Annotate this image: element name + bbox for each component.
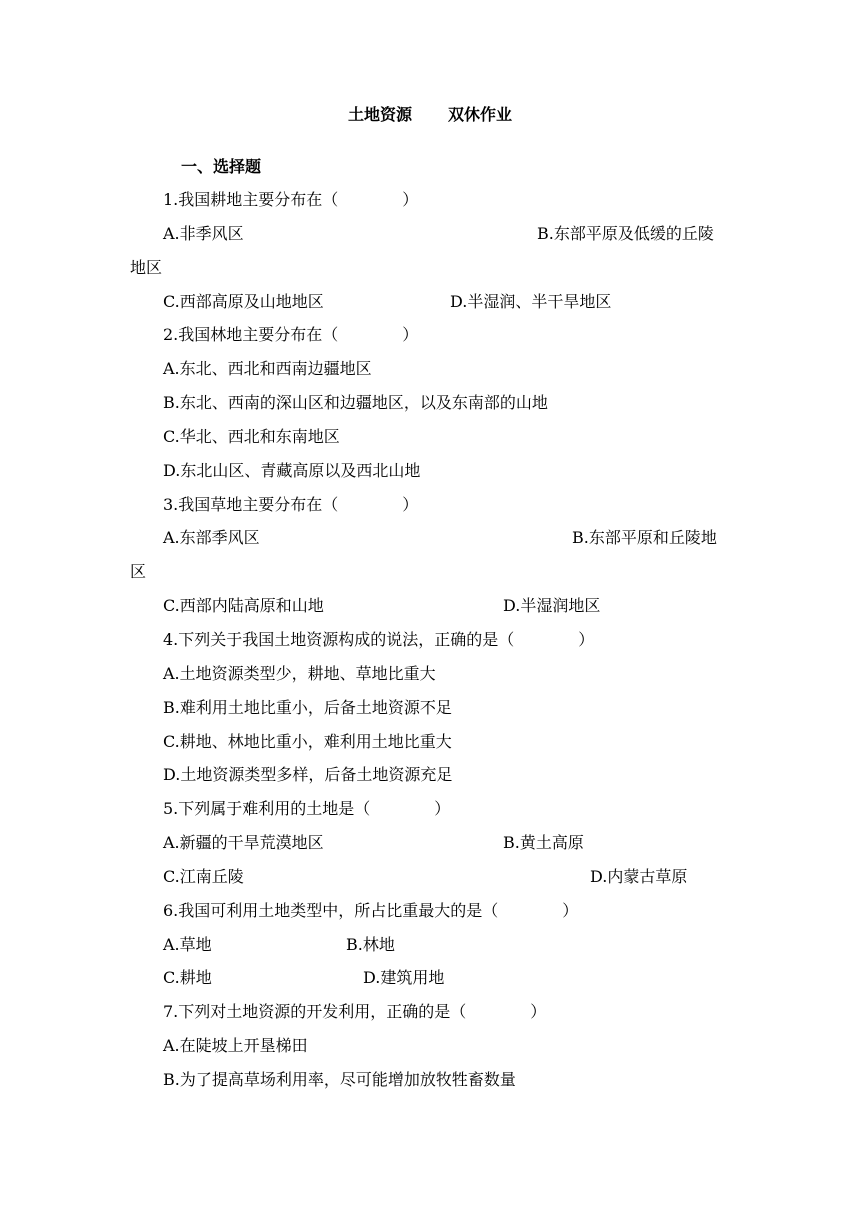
question-7-stem: 7.下列对土地资源的开发利用，正确的是（ ）: [163, 1002, 547, 1021]
question-6-option-c: C.耕地: [163, 968, 212, 987]
question-4-option-c: C.耕地、林地比重小，难利用土地比重大: [163, 732, 452, 751]
title-left: 土地资源: [347, 105, 412, 124]
question-1-option-b: B.东部平原及低缓的丘陵: [537, 224, 714, 243]
question-5-option-b: B.黄土高原: [503, 833, 584, 852]
question-3-option-a: A.东部季风区: [163, 528, 260, 547]
question-1-option-a: A.非季风区: [163, 224, 244, 243]
question-2-option-b: B.东北、西南的深山区和边疆地区，以及东南部的山地: [163, 393, 548, 412]
question-4-option-b: B.难利用土地比重小，后备土地资源不足: [163, 698, 452, 717]
question-3-option-b: B.东部平原和丘陵地: [572, 528, 717, 547]
question-1-option-c: C.西部高原及山地地区: [163, 292, 324, 311]
question-2-option-a: A.东北、西北和西南边疆地区: [163, 359, 372, 378]
question-3-option-b-wrap: 区: [130, 562, 147, 581]
question-1-stem: 1.我国耕地主要分布在（ ）: [163, 190, 419, 209]
question-2-option-d: D.东北山区、青藏高原以及西北山地: [163, 461, 421, 480]
question-5-option-d: D.内蒙古草原: [590, 867, 688, 886]
question-3-stem: 3.我国草地主要分布在（ ）: [163, 495, 419, 514]
question-4-option-d: D.土地资源类型多样，后备土地资源充足: [163, 765, 453, 784]
question-1-option-d: D.半湿润、半干旱地区: [450, 292, 612, 311]
question-4-option-a: A.土地资源类型少，耕地、草地比重大: [163, 664, 436, 683]
question-5-option-c: C.江南丘陵: [163, 867, 244, 886]
section-heading: 一、选择题: [181, 157, 262, 176]
question-6-option-d: D.建筑用地: [363, 968, 445, 987]
page-title: [0, 102, 860, 128]
question-4-stem: 4.下列关于我国土地资源构成的说法，正确的是（ ）: [163, 630, 595, 649]
question-2-stem: 2.我国林地主要分布在（ ）: [163, 325, 419, 344]
question-6-option-b: B.林地: [346, 935, 395, 954]
question-5-stem: 5.下列属于难利用的土地是（ ）: [163, 799, 451, 818]
title-right: 双休作业: [448, 105, 513, 124]
question-3-option-c: C.西部内陆高原和山地: [163, 596, 324, 615]
question-2-option-c: C.华北、西北和东南地区: [163, 427, 340, 446]
question-7-option-a: A.在陡坡上开垦梯田: [163, 1036, 308, 1055]
question-3-option-d: D.半湿润地区: [503, 596, 601, 615]
question-5-option-a: A.新疆的干旱荒漠地区: [163, 833, 324, 852]
question-6-option-a: A.草地: [163, 935, 212, 954]
question-7-option-b: B.为了提高草场利用率，尽可能增加放牧牲畜数量: [163, 1070, 516, 1089]
question-6-stem: 6.我国可利用土地类型中，所占比重最大的是（ ）: [163, 901, 579, 920]
question-1-option-b-wrap: 地区: [130, 258, 163, 277]
